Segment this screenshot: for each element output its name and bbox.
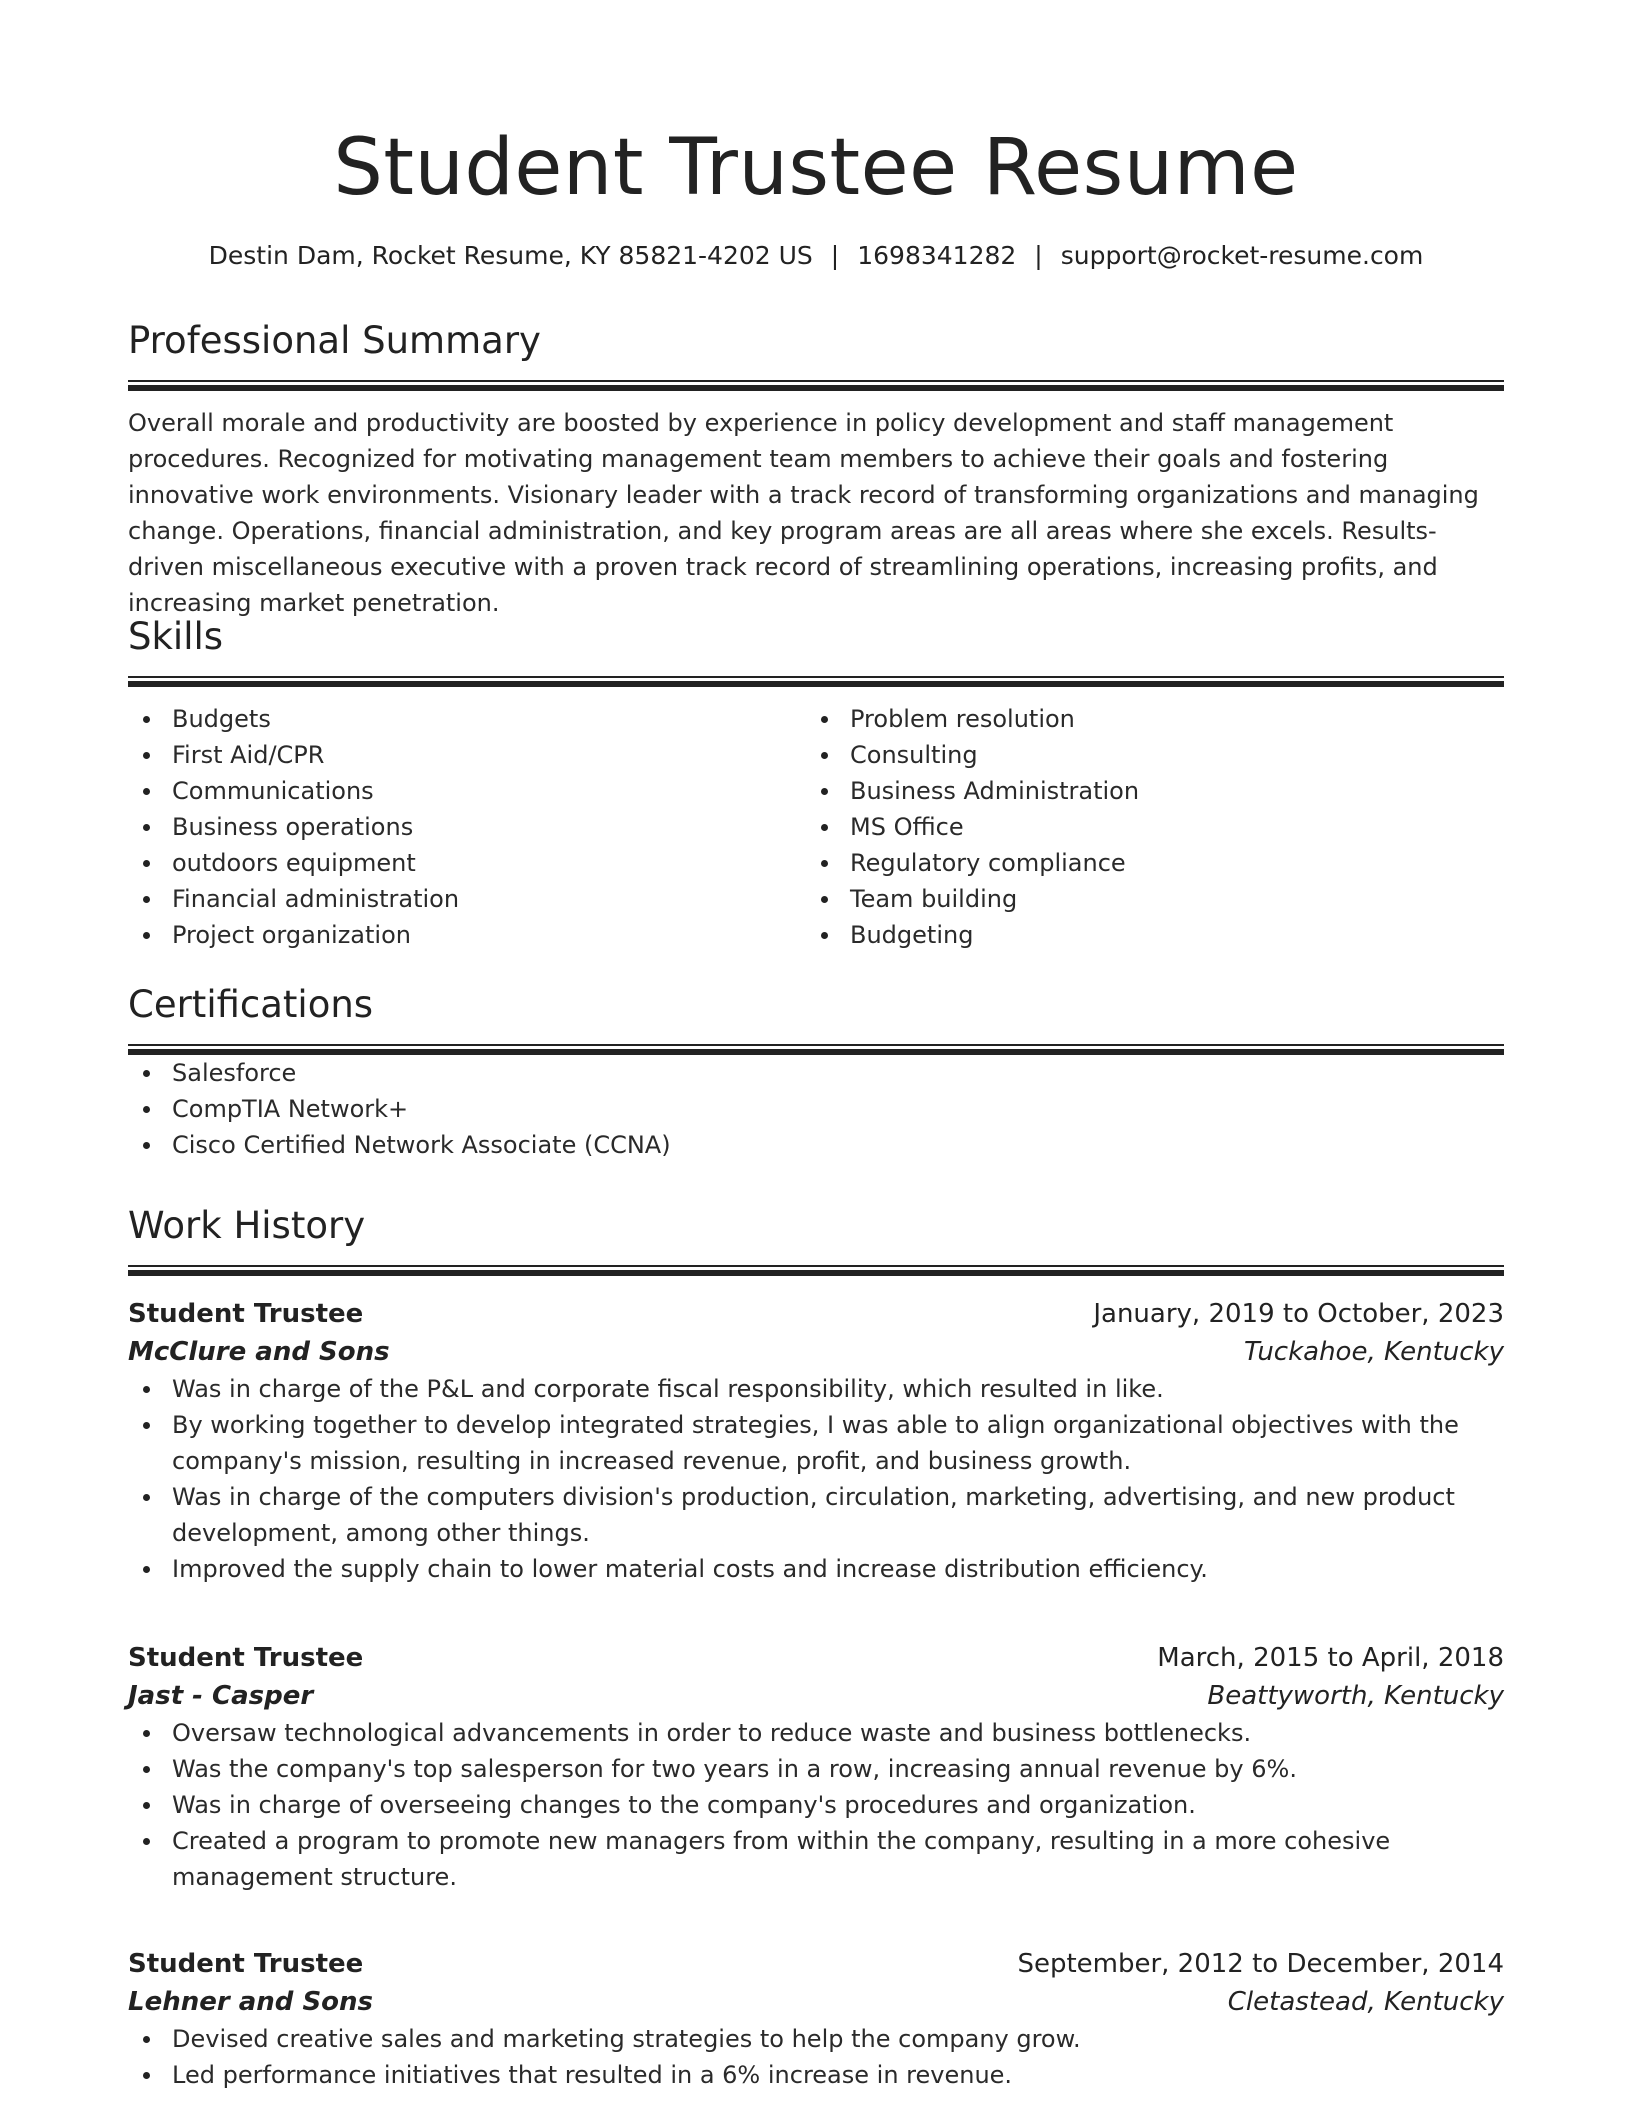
contact-line bbox=[128, 236, 1504, 276]
job-bullet: Oversaw technological advancements in order to reduce waste and business bottlenecks. bbox=[128, 1715, 1504, 1751]
contact-separator: | bbox=[1034, 241, 1043, 270]
skills-column-left bbox=[128, 701, 806, 953]
job-dates: January, 2019 to October, 2023 bbox=[1093, 1299, 1504, 1329]
skill-item: Regulatory compliance bbox=[806, 845, 1484, 881]
summary-section bbox=[128, 316, 1504, 621]
section-divider bbox=[128, 676, 1504, 687]
job-header bbox=[128, 1945, 1504, 1983]
job-bullet: Created a program to promote new managers from within the company, resulting in a more cohesive management structure. bbox=[128, 1823, 1504, 1895]
skills-grid bbox=[128, 701, 1504, 953]
job-subheader bbox=[128, 1677, 1504, 1715]
job-company: Jast - Casper bbox=[128, 1681, 314, 1711]
skill-item: MS Office bbox=[806, 809, 1484, 845]
job-bullet: Improved the supply chain to lower material costs and increase distribution efficiency. bbox=[128, 1551, 1504, 1587]
certification-item: Salesforce bbox=[128, 1055, 1504, 1091]
section-heading: Work History bbox=[128, 1204, 366, 1247]
job-entry bbox=[128, 1639, 1504, 1895]
certifications-list bbox=[128, 1055, 1504, 1163]
summary-text: Overall morale and productivity are boosted by experience in policy development and staff management procedures. Recognized for motivating management team members to achieve their goals and fostering innovative work environments. Visionary leader with a track record of transforming organizations and managing change. Operations, financial administration, and key program areas are all areas where she excels. Results-driven miscellaneous executive with a proven track record of streamlining operations, increasing profits, and increasing market penetration. bbox=[128, 409, 1479, 617]
skill-item: Business Administration bbox=[806, 773, 1484, 809]
job-title: Student Trustee bbox=[128, 1643, 364, 1673]
section-divider bbox=[128, 1044, 1504, 1055]
section-heading: Professional Summary bbox=[128, 319, 541, 362]
section-divider bbox=[128, 380, 1504, 391]
job-entry bbox=[128, 1295, 1504, 1587]
job-bullet: Was in charge of overseeing changes to the company's procedures and organization. bbox=[128, 1787, 1504, 1823]
job-bullet: By working together to develop integrated strategies, I was able to align organizational objectives with the company's mission, resulting in increased revenue, profit, and business growth. bbox=[128, 1407, 1504, 1479]
skill-item: Communications bbox=[128, 773, 806, 809]
job-company: Lehner and Sons bbox=[128, 1987, 374, 2017]
job-entry bbox=[128, 1945, 1504, 2093]
contact-email: support@rocket-resume.com bbox=[1060, 241, 1424, 270]
contact-separator: | bbox=[830, 241, 840, 270]
job-subheader bbox=[128, 1983, 1504, 2021]
contact-address: Destin Dam, Rocket Resume, KY 85821-4202 US bbox=[208, 241, 813, 270]
section-divider bbox=[128, 1265, 1504, 1276]
job-bullets bbox=[128, 1715, 1504, 1895]
section-heading: Skills bbox=[128, 615, 224, 658]
skill-item: First Aid/CPR bbox=[128, 737, 806, 773]
job-bullet: Was in charge of the computers division's production, circulation, marketing, advertising, and new product development, among other things. bbox=[128, 1479, 1504, 1551]
job-bullet: Led performance initiatives that resulted in a 6% increase in revenue. bbox=[128, 2057, 1504, 2093]
skill-item: Budgets bbox=[128, 701, 806, 737]
skill-item: Project organization bbox=[128, 917, 806, 953]
certification-item: Cisco Certified Network Associate (CCNA) bbox=[128, 1127, 1504, 1163]
skill-item: Consulting bbox=[806, 737, 1484, 773]
job-dates: March, 2015 to April, 2018 bbox=[1157, 1643, 1504, 1673]
skill-item: Problem resolution bbox=[806, 701, 1484, 737]
job-header bbox=[128, 1295, 1504, 1333]
job-bullets bbox=[128, 1371, 1504, 1587]
job-bullet: Was in charge of the P&L and corporate fiscal responsibility, which resulted in like. bbox=[128, 1371, 1504, 1407]
job-location: Cletastead, Kentucky bbox=[1227, 1987, 1504, 2017]
job-bullet: Was the company's top salesperson for two years in a row, increasing annual revenue by 6%. bbox=[128, 1751, 1504, 1787]
contact-phone: 1698341282 bbox=[857, 241, 1017, 270]
work-history-section bbox=[128, 1201, 1504, 1276]
skill-item: Budgeting bbox=[806, 917, 1484, 953]
certification-item: CompTIA Network+ bbox=[128, 1091, 1504, 1127]
resume-title: Student Trustee Resume bbox=[333, 123, 1299, 213]
job-bullets bbox=[128, 2021, 1504, 2093]
skill-item: Financial administration bbox=[128, 881, 806, 917]
skills-section bbox=[128, 612, 1504, 953]
job-title: Student Trustee bbox=[128, 1299, 364, 1329]
skill-item: Team building bbox=[806, 881, 1484, 917]
section-heading: Certifications bbox=[128, 983, 374, 1026]
job-title: Student Trustee bbox=[128, 1949, 364, 1979]
job-subheader bbox=[128, 1333, 1504, 1371]
job-header bbox=[128, 1639, 1504, 1677]
job-bullet: Devised creative sales and marketing strategies to help the company grow. bbox=[128, 2021, 1504, 2057]
skill-item: outdoors equipment bbox=[128, 845, 806, 881]
job-dates: September, 2012 to December, 2014 bbox=[1017, 1949, 1504, 1979]
job-location: Tuckahoe, Kentucky bbox=[1244, 1337, 1504, 1367]
job-location: Beattyworth, Kentucky bbox=[1207, 1681, 1504, 1711]
skill-item: Business operations bbox=[128, 809, 806, 845]
job-company: McClure and Sons bbox=[128, 1337, 390, 1367]
certifications-section bbox=[128, 980, 1504, 1163]
skills-column-right bbox=[806, 701, 1484, 953]
